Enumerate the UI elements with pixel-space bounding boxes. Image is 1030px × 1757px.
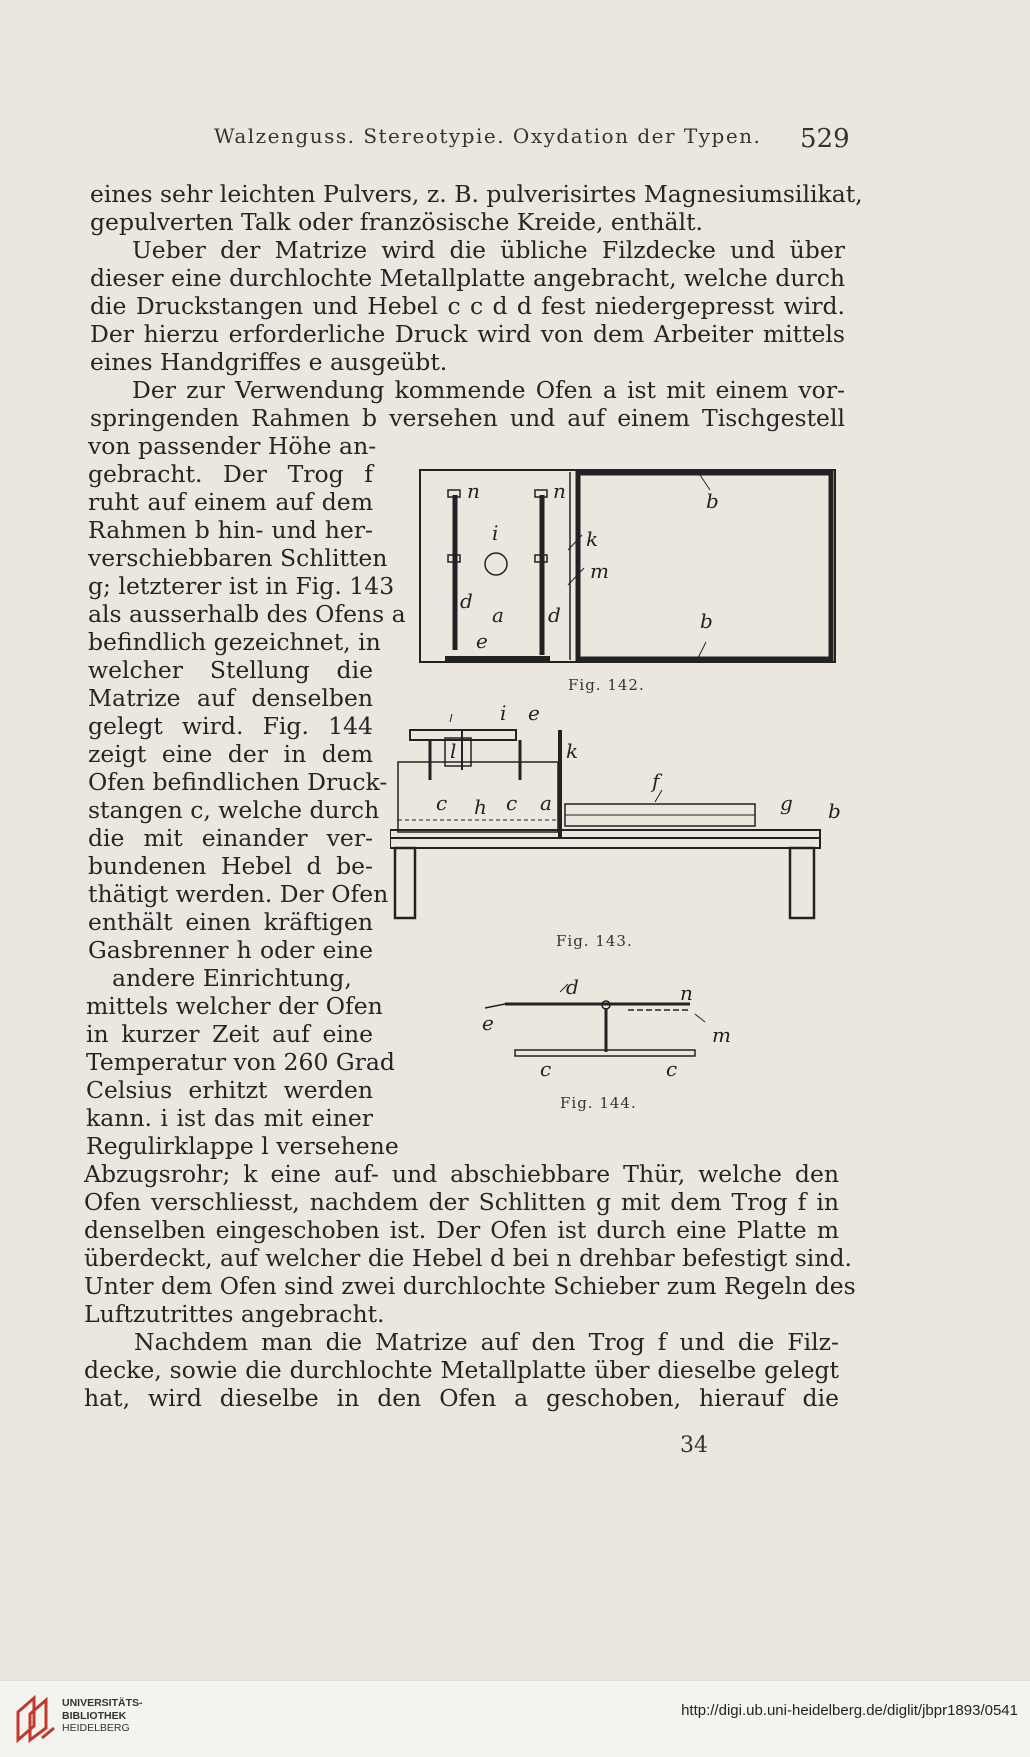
text-line: die mit einander ver- [88, 824, 373, 852]
figure-144-caption: Fig. 144. [560, 1094, 637, 1112]
fig143-label-g: g [780, 791, 793, 815]
fig143-label-c: c [506, 791, 518, 815]
text-line: Luftzutrittes angebracht. [84, 1300, 385, 1328]
text-line: mittels welcher der Ofen [86, 992, 383, 1020]
figure-143 [390, 700, 850, 930]
text-line: Rahmen b hin- und her- [88, 516, 373, 544]
text-line: Nachdem man die Matrize auf den Trog f und die Filz- [134, 1328, 839, 1356]
text-line: thätigt werden. Der Ofen [88, 880, 389, 908]
fig144-label-n: n [680, 981, 693, 1005]
text-line: Regulirklappe l versehene [86, 1132, 399, 1160]
text-line: als ausserhalb des Ofens a [88, 600, 406, 628]
text-line: verschiebbaren Schlitten [88, 544, 388, 572]
fig143-label-f: f [652, 769, 660, 793]
fig143-label-b: b [828, 799, 841, 823]
text-line: andere Einrichtung, [112, 964, 352, 992]
text-line: Abzugsrohr; k eine auf- und abschiebbare Thür, welche den [84, 1160, 839, 1188]
fig142-label-n: n [467, 479, 480, 503]
figure-143-caption: Fig. 143. [556, 932, 633, 950]
text-line: hat, wird dieselbe in den Ofen a geschoben, hierauf die [84, 1384, 839, 1412]
text-line: befindlich gezeichnet, in [88, 628, 381, 656]
fig143-label-c: c [436, 791, 448, 815]
fig142-label-b: b [700, 609, 713, 633]
fig142-label-m: m [590, 559, 609, 583]
text-line: enthält einen kräftigen [88, 908, 373, 936]
text-line: Unter dem Ofen sind zwei durchlochte Schieber zum Regeln des [84, 1272, 856, 1300]
fig143-label-l: l [450, 739, 457, 763]
fig143-label-a: a [540, 791, 552, 815]
text-line: zeigt eine der in dem [88, 740, 373, 768]
fig143-label-h: h [474, 795, 487, 819]
fig142-label-n: n [553, 479, 566, 503]
text-line: decke, sowie die durchlochte Metallplatte über dieselbe gelegt [84, 1356, 839, 1384]
text-line: Ofen befindlichen Druck- [88, 768, 388, 796]
text-line: in kurzer Zeit auf eine [86, 1020, 373, 1048]
library-logo-icon [10, 1692, 60, 1744]
text-line: Celsius erhitzt werden [86, 1076, 373, 1104]
fig143-label-e: e [528, 701, 540, 725]
text-line: springenden Rahmen b versehen und auf einem Tischgestell [90, 404, 845, 432]
fig143-label-k: k [566, 739, 579, 763]
text-line: Gasbrenner h oder eine [88, 936, 373, 964]
fig142-label-i: i [492, 521, 499, 545]
fig144-label-m: m [712, 1023, 731, 1047]
text-line: gelegt wird. Fig. 144 [88, 712, 373, 740]
text-line: welcher Stellung die [88, 656, 373, 684]
fig144-label-e: e [482, 1011, 494, 1035]
text-line: überdeckt, auf welcher die Hebel d bei n drehbar befestigt sind. [84, 1244, 852, 1272]
fig142-label-b: b [706, 489, 719, 513]
text-line: stangen c, welche durch [88, 796, 380, 824]
page-number: 529 [800, 124, 850, 154]
text-line: von passender Höhe an- [88, 432, 377, 460]
fig143-label-i: i [500, 701, 507, 725]
figure-142 [410, 460, 840, 700]
fig142-label-k: k [586, 527, 599, 551]
text-line: bundenen Hebel d be- [88, 852, 373, 880]
text-line: dieser eine durchlochte Metallplatte angebracht, welche durch [90, 264, 845, 292]
source-url-link[interactable]: http://digi.ub.uni-heidelberg.de/diglit/jbpr1893/0541 [681, 1702, 1018, 1719]
figure-144 [470, 972, 740, 1092]
fig144-label-d: d [566, 975, 579, 999]
text-line: Ofen verschliesst, nachdem der Schlitten g mit dem Trog f in [84, 1188, 839, 1216]
fig142-label-a: a [492, 603, 504, 627]
text-line: denselben eingeschoben ist. Der Ofen ist durch eine Platte m [84, 1216, 839, 1244]
text-line: ruht auf einem auf dem [88, 488, 373, 516]
text-line: kann. i ist das mit einer [86, 1104, 373, 1132]
library-name: UNIVERSITÄTS- BIBLIOTHEK HEIDELBERG [62, 1697, 143, 1734]
running-header: Walzenguss. Stereotypie. Oxydation der Typen. [214, 124, 762, 148]
text-line: gebracht. Der Trog f [88, 460, 373, 488]
fig144-label-c: c [666, 1057, 678, 1081]
text-line: eines sehr leichten Pulvers, z. B. pulverisirtes Magnesiumsilikat, [90, 180, 863, 208]
fig142-label-e: e [476, 629, 488, 653]
fig144-label-c: c [540, 1057, 552, 1081]
fig142-label-d: d [548, 603, 561, 627]
text-line: Matrize auf denselben [88, 684, 373, 712]
text-line: Der zur Verwendung kommende Ofen a ist mit einem vor- [132, 376, 845, 404]
text-line: Ueber der Matrize wird die übliche Filzdecke und über [132, 236, 845, 264]
text-line: eines Handgriffes e ausgeübt. [90, 348, 448, 376]
text-line: gepulverten Talk oder französische Kreide, enthält. [90, 208, 703, 236]
figure-142-caption: Fig. 142. [568, 676, 645, 694]
text-line: Der hierzu erforderliche Druck wird von dem Arbeiter mittels [90, 320, 845, 348]
signature-mark: 34 [680, 1433, 708, 1458]
text-line: die Druckstangen und Hebel c c d d fest niedergepresst wird. [90, 292, 845, 320]
text-line: g; letzterer ist in Fig. 143 [88, 572, 395, 600]
text-line: Temperatur von 260 Grad [86, 1048, 395, 1076]
fig142-label-d: d [460, 589, 473, 613]
